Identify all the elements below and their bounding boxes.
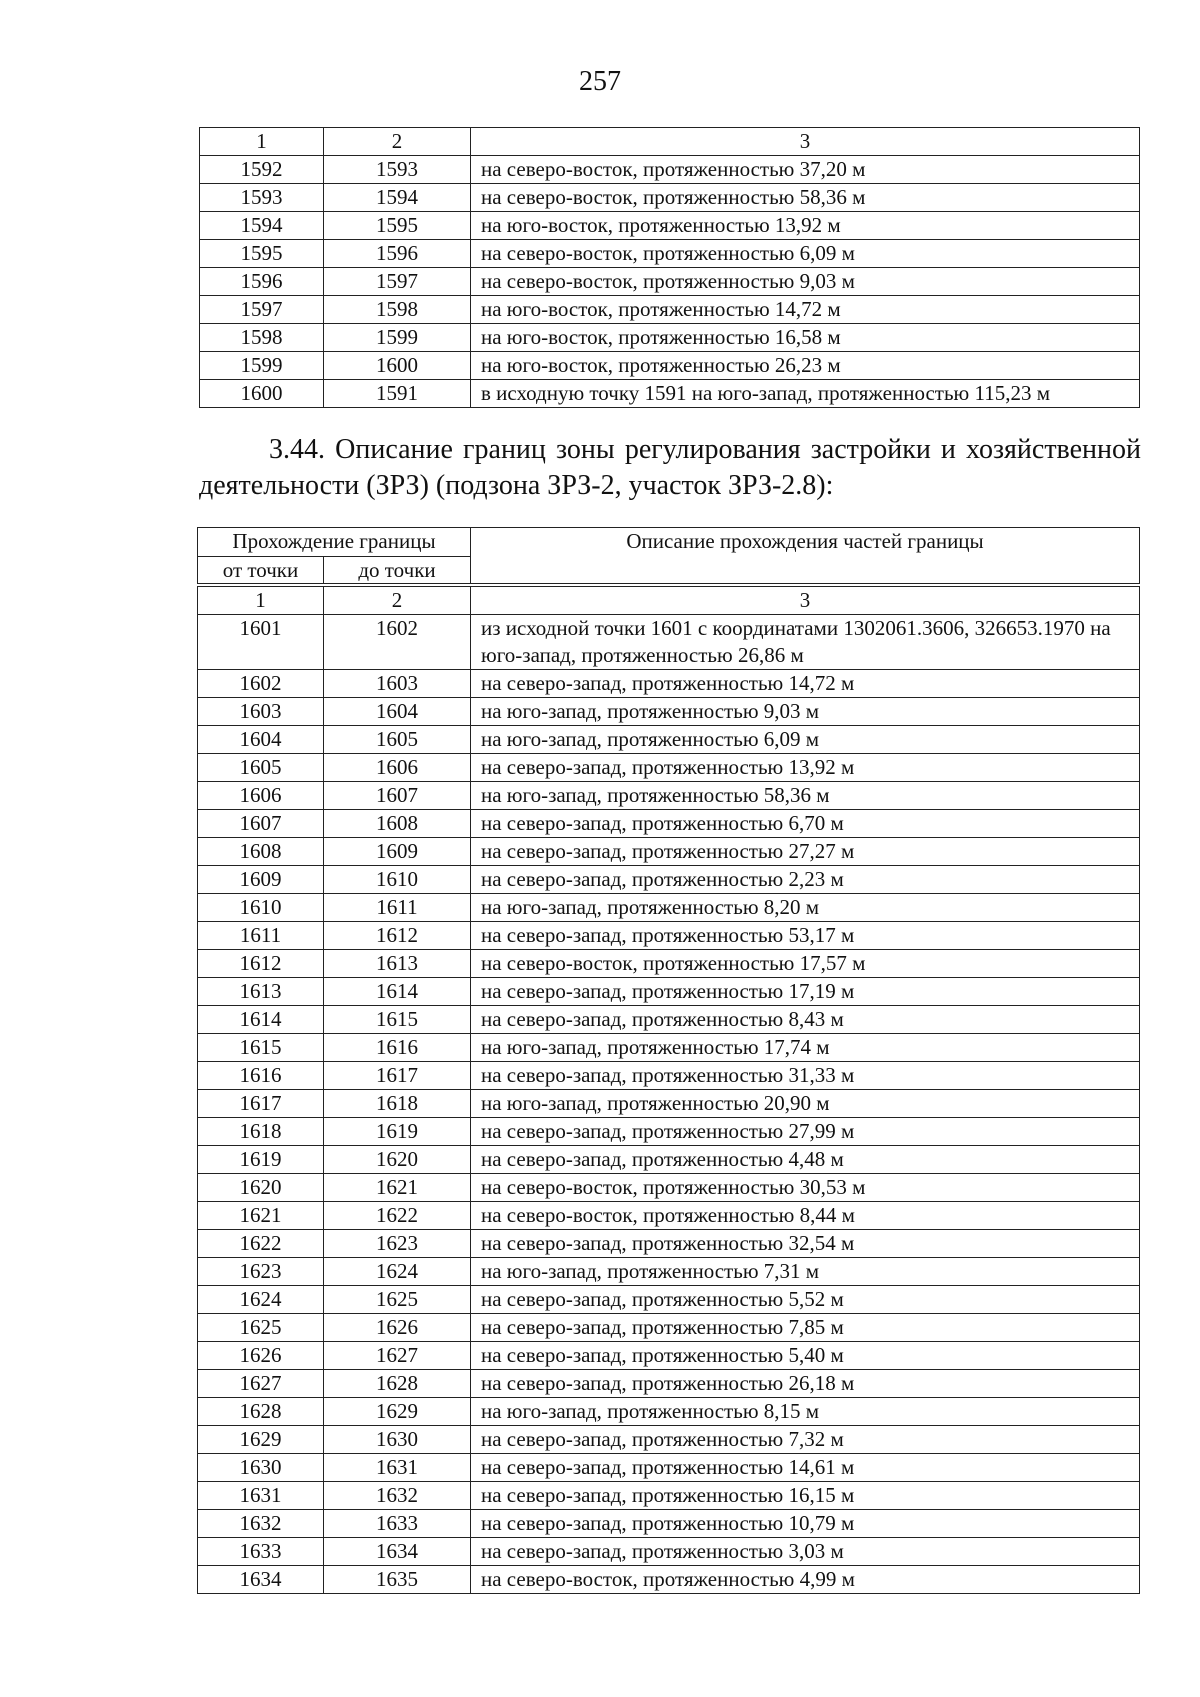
to-point-cell: 1632 (324, 1482, 471, 1510)
to-point-cell: 1624 (324, 1258, 471, 1286)
from-point-cell: 1619 (198, 1146, 324, 1174)
to-point-cell: 1595 (324, 212, 471, 240)
table-row (198, 1538, 1140, 1566)
from-point-cell: 1603 (198, 698, 324, 726)
description-cell: на северо-запад, протяженностью 53,17 м (471, 922, 1140, 950)
to-point-cell: 1633 (324, 1510, 471, 1538)
from-point-cell: 1615 (198, 1034, 324, 1062)
from-point-cell: 1592 (200, 156, 324, 184)
to-point-cell: 1622 (324, 1202, 471, 1230)
from-point-cell: 1606 (198, 782, 324, 810)
from-point-cell: 1599 (200, 352, 324, 380)
to-point-cell: 1606 (324, 754, 471, 782)
to-point-cell: 1597 (324, 268, 471, 296)
description-cell: на северо-запад, протяженностью 26,18 м (471, 1370, 1140, 1398)
from-point-cell: 1593 (200, 184, 324, 212)
table-row (198, 1006, 1140, 1034)
to-point-cell: 1617 (324, 1062, 471, 1090)
section-heading-text: 3.44. Описание границ зоны регулирования застройки и хозяйственной деятельности (ЗРЗ) (подзона ЗРЗ-2, участок ЗРЗ-2.8): (199, 434, 1141, 501)
from-point-cell: 1630 (198, 1454, 324, 1482)
description-cell: на северо-запад, протяженностью 3,03 м (471, 1538, 1140, 1566)
column-number-2: 2 (324, 128, 471, 156)
from-point-cell: 1598 (200, 324, 324, 352)
column-number-3: 3 (471, 587, 1140, 615)
table-row (198, 1062, 1140, 1090)
from-point-cell: 1600 (200, 380, 324, 408)
to-point-cell: 1591 (324, 380, 471, 408)
table-row (200, 268, 1140, 296)
description-cell: на юго-восток, протяженностью 14,72 м (471, 296, 1140, 324)
from-point-cell: 1623 (198, 1258, 324, 1286)
to-point-cell: 1618 (324, 1090, 471, 1118)
table-row (198, 1454, 1140, 1482)
description-cell: на юго-восток, протяженностью 26,23 м (471, 352, 1140, 380)
description-cell: на северо-запад, протяженностью 5,52 м (471, 1286, 1140, 1314)
from-point-cell: 1604 (198, 726, 324, 754)
to-point-cell: 1623 (324, 1230, 471, 1258)
to-point-cell: 1626 (324, 1314, 471, 1342)
description-cell: на северо-запад, протяженностью 27,27 м (471, 838, 1140, 866)
table-row (198, 754, 1140, 782)
boundary-table-continued (199, 127, 1140, 408)
table-row (200, 156, 1140, 184)
description-cell: на северо-восток, протяженностью 58,36 м (471, 184, 1140, 212)
from-point-cell: 1596 (200, 268, 324, 296)
description-cell: в исходную точку 1591 на юго-запад, протяженностью 115,23 м (471, 380, 1140, 408)
boundary-table (197, 586, 1140, 1594)
description-cell: на северо-запад, протяженностью 32,54 м (471, 1230, 1140, 1258)
table-row (198, 1482, 1140, 1510)
table-header-row (200, 128, 1140, 156)
to-point-cell: 1611 (324, 894, 471, 922)
description-cell: на юго-запад, протяженностью 8,15 м (471, 1398, 1140, 1426)
table-row (198, 1398, 1140, 1426)
to-point-cell: 1620 (324, 1146, 471, 1174)
table-row (198, 1202, 1140, 1230)
table-header-row (198, 528, 1140, 557)
to-point-cell: 1604 (324, 698, 471, 726)
description-cell: на северо-запад, протяженностью 8,43 м (471, 1006, 1140, 1034)
to-point-cell: 1609 (324, 838, 471, 866)
to-point-cell: 1596 (324, 240, 471, 268)
from-point-cell: 1626 (198, 1342, 324, 1370)
description-cell: на северо-запад, протяженностью 2,23 м (471, 866, 1140, 894)
to-point-cell: 1635 (324, 1566, 471, 1594)
from-point-cell: 1597 (200, 296, 324, 324)
from-point-cell: 1617 (198, 1090, 324, 1118)
from-point-cell: 1605 (198, 754, 324, 782)
to-point-cell: 1605 (324, 726, 471, 754)
from-point-cell: 1625 (198, 1314, 324, 1342)
table-row (198, 978, 1140, 1006)
table-row (200, 240, 1140, 268)
description-cell: на северо-запад, протяженностью 16,15 м (471, 1482, 1140, 1510)
description-cell: на северо-восток, протяженностью 37,20 м (471, 156, 1140, 184)
to-point-cell: 1594 (324, 184, 471, 212)
to-point-cell: 1603 (324, 670, 471, 698)
from-point-cell: 1627 (198, 1370, 324, 1398)
to-point-cell: 1593 (324, 156, 471, 184)
header-to-point: до точки (324, 557, 471, 584)
column-number-1: 1 (200, 128, 324, 156)
description-cell: на северо-запад, протяженностью 17,19 м (471, 978, 1140, 1006)
column-number-3: 3 (471, 128, 1140, 156)
from-point-cell: 1602 (198, 670, 324, 698)
description-cell: на северо-запад, протяженностью 14,61 м (471, 1454, 1140, 1482)
table-row (198, 922, 1140, 950)
from-point-cell: 1613 (198, 978, 324, 1006)
description-cell: на юго-восток, протяженностью 13,92 м (471, 212, 1140, 240)
table-row (198, 1426, 1140, 1454)
from-point-cell: 1634 (198, 1566, 324, 1594)
from-point-cell: 1607 (198, 810, 324, 838)
to-point-cell: 1612 (324, 922, 471, 950)
description-cell: на северо-восток, протяженностью 6,09 м (471, 240, 1140, 268)
to-point-cell: 1627 (324, 1342, 471, 1370)
to-point-cell: 1599 (324, 324, 471, 352)
from-point-cell: 1631 (198, 1482, 324, 1510)
description-cell: на северо-восток, протяженностью 8,44 м (471, 1202, 1140, 1230)
from-point-cell: 1612 (198, 950, 324, 978)
table-row (198, 782, 1140, 810)
table-row (198, 698, 1140, 726)
header-description: Описание прохождения частей границы (471, 528, 1140, 584)
to-point-cell: 1615 (324, 1006, 471, 1034)
to-point-cell: 1628 (324, 1370, 471, 1398)
table-row (200, 296, 1140, 324)
description-cell: на северо-запад, протяженностью 14,72 м (471, 670, 1140, 698)
to-point-cell: 1621 (324, 1174, 471, 1202)
table-row (198, 1342, 1140, 1370)
from-point-cell: 1609 (198, 866, 324, 894)
to-point-cell: 1608 (324, 810, 471, 838)
description-cell: на юго-запад, протяженностью 7,31 м (471, 1258, 1140, 1286)
table-row (198, 1314, 1140, 1342)
from-point-cell: 1601 (198, 615, 324, 670)
from-point-cell: 1624 (198, 1286, 324, 1314)
from-point-cell: 1595 (200, 240, 324, 268)
table-row (198, 1510, 1140, 1538)
from-point-cell: 1622 (198, 1230, 324, 1258)
table-row (198, 1566, 1140, 1594)
description-cell: на юго-запад, протяженностью 17,74 м (471, 1034, 1140, 1062)
to-point-cell: 1619 (324, 1118, 471, 1146)
table-body (200, 128, 1140, 408)
table-row (200, 212, 1140, 240)
from-point-cell: 1610 (198, 894, 324, 922)
description-cell: на северо-восток, протяженностью 4,99 м (471, 1566, 1140, 1594)
description-cell: на юго-запад, протяженностью 58,36 м (471, 782, 1140, 810)
table-row (198, 950, 1140, 978)
table-row (198, 866, 1140, 894)
description-cell: на юго-запад, протяженностью 9,03 м (471, 698, 1140, 726)
to-point-cell: 1625 (324, 1286, 471, 1314)
table-row (198, 894, 1140, 922)
description-cell: на юго-запад, протяженностью 20,90 м (471, 1090, 1140, 1118)
table-row (200, 324, 1140, 352)
page-number: 257 (579, 66, 621, 97)
from-point-cell: 1614 (198, 1006, 324, 1034)
table-row (198, 1118, 1140, 1146)
from-point-cell: 1629 (198, 1426, 324, 1454)
to-point-cell: 1607 (324, 782, 471, 810)
description-cell: на северо-восток, протяженностью 30,53 м (471, 1174, 1140, 1202)
description-cell: из исходной точки 1601 с координатами 1302061.3606, 326653.1970 на юго-запад, протяженностью 26,86 м (471, 615, 1140, 670)
table-row (200, 380, 1140, 408)
to-point-cell: 1616 (324, 1034, 471, 1062)
table-row (200, 352, 1140, 380)
from-point-cell: 1616 (198, 1062, 324, 1090)
from-point-cell: 1632 (198, 1510, 324, 1538)
from-point-cell: 1594 (200, 212, 324, 240)
table-row (198, 1146, 1140, 1174)
description-cell: на северо-запад, протяженностью 10,79 м (471, 1510, 1140, 1538)
boundary-table-header (197, 527, 1140, 584)
description-cell: на северо-запад, протяженностью 4,48 м (471, 1146, 1140, 1174)
table-row (198, 810, 1140, 838)
header-passage: Прохождение границы (198, 528, 471, 557)
description-cell: на северо-запад, протяженностью 13,92 м (471, 754, 1140, 782)
from-point-cell: 1633 (198, 1538, 324, 1566)
to-point-cell: 1600 (324, 352, 471, 380)
from-point-cell: 1618 (198, 1118, 324, 1146)
description-cell: на юго-восток, протяженностью 16,58 м (471, 324, 1140, 352)
table-row (198, 1174, 1140, 1202)
description-cell: на северо-запад, протяженностью 6,70 м (471, 810, 1140, 838)
table-numbering-row (198, 587, 1140, 615)
table-row (198, 1258, 1140, 1286)
description-cell: на северо-восток, протяженностью 17,57 м (471, 950, 1140, 978)
column-number-1: 1 (198, 587, 324, 615)
table-row (198, 838, 1140, 866)
to-point-cell: 1613 (324, 950, 471, 978)
from-point-cell: 1621 (198, 1202, 324, 1230)
section-heading (199, 432, 1141, 504)
table-row (198, 615, 1140, 670)
table-row (198, 1090, 1140, 1118)
table-row (198, 1286, 1140, 1314)
from-point-cell: 1620 (198, 1174, 324, 1202)
to-point-cell: 1598 (324, 296, 471, 324)
description-cell: на северо-запад, протяженностью 7,32 м (471, 1426, 1140, 1454)
from-point-cell: 1628 (198, 1398, 324, 1426)
description-cell: на северо-запад, протяженностью 27,99 м (471, 1118, 1140, 1146)
description-cell: на северо-запад, протяженностью 31,33 м (471, 1062, 1140, 1090)
from-point-cell: 1611 (198, 922, 324, 950)
to-point-cell: 1602 (324, 615, 471, 670)
description-cell: на юго-запад, протяженностью 6,09 м (471, 726, 1140, 754)
description-cell: на северо-запад, протяженностью 5,40 м (471, 1342, 1140, 1370)
column-number-2: 2 (324, 587, 471, 615)
to-point-cell: 1614 (324, 978, 471, 1006)
table-row (200, 184, 1140, 212)
to-point-cell: 1634 (324, 1538, 471, 1566)
to-point-cell: 1629 (324, 1398, 471, 1426)
to-point-cell: 1610 (324, 866, 471, 894)
table-row (198, 670, 1140, 698)
table-row (198, 1370, 1140, 1398)
description-cell: на северо-запад, протяженностью 7,85 м (471, 1314, 1140, 1342)
to-point-cell: 1631 (324, 1454, 471, 1482)
table-row (198, 1230, 1140, 1258)
table-row (198, 726, 1140, 754)
from-point-cell: 1608 (198, 838, 324, 866)
table-body (198, 587, 1140, 1594)
description-cell: на юго-запад, протяженностью 8,20 м (471, 894, 1140, 922)
description-cell: на северо-восток, протяженностью 9,03 м (471, 268, 1140, 296)
header-from-point: от точки (198, 557, 324, 584)
to-point-cell: 1630 (324, 1426, 471, 1454)
table-row (198, 1034, 1140, 1062)
